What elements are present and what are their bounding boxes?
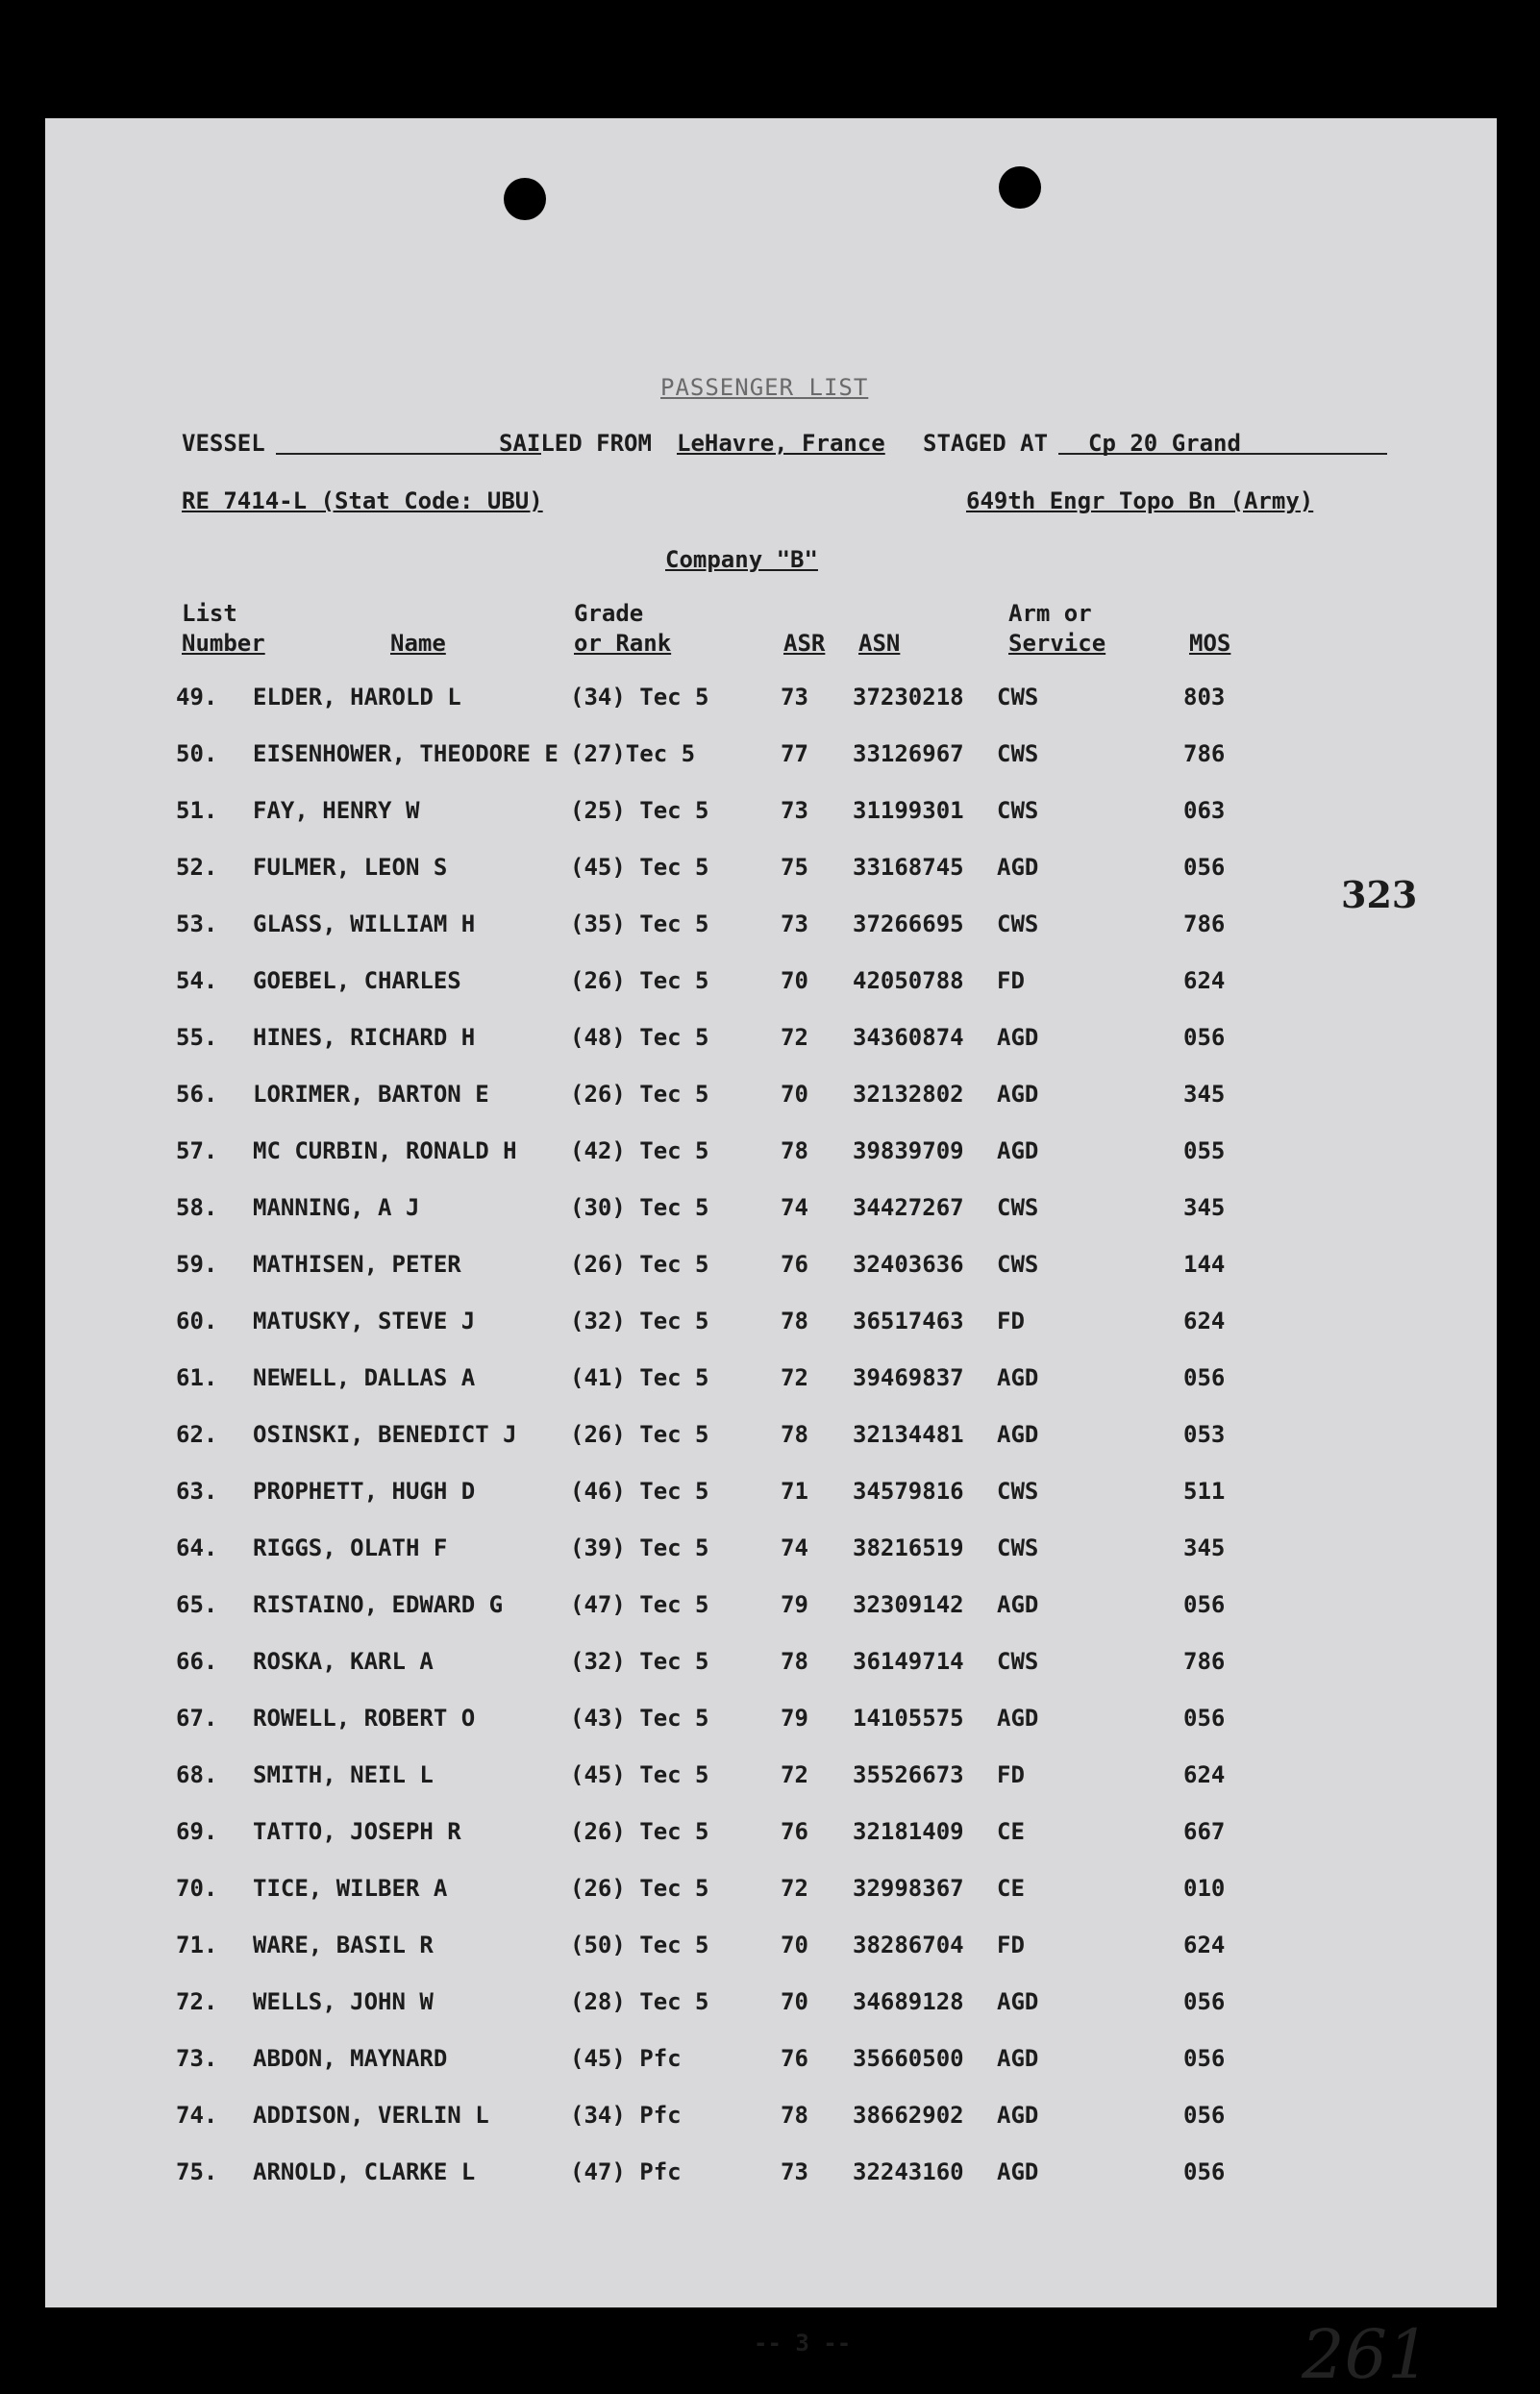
row-grade: (50) Tec 5 [570, 1932, 709, 1958]
row-asn: 32998367 [853, 1875, 964, 1902]
row-asn: 34579816 [853, 1478, 964, 1505]
row-arm: CWS [997, 1478, 1039, 1505]
staged-at-label: STAGED AT [923, 430, 1049, 457]
row-number: 63. [176, 1478, 218, 1505]
table-row [45, 2045, 1497, 2083]
row-asr: 77 [781, 740, 808, 767]
row-asn: 36517463 [853, 1308, 964, 1334]
col-grade-line2: or Rank [574, 630, 672, 657]
table-row [45, 1705, 1497, 1743]
table-row [45, 1534, 1497, 1573]
row-name: FAY, HENRY W [253, 797, 420, 824]
row-name: HINES, RICHARD H [253, 1024, 476, 1051]
row-number: 71. [176, 1932, 218, 1958]
page-number: -- 3 -- [754, 2330, 852, 2357]
row-arm: CWS [997, 1534, 1039, 1561]
row-name: WARE, BASIL R [253, 1932, 434, 1958]
row-mos: 511 [1183, 1478, 1226, 1505]
row-asn: 33168745 [853, 854, 964, 881]
row-arm: AGD [997, 2045, 1039, 2072]
row-grade: (26) Tec 5 [570, 1875, 709, 1902]
row-asn: 32132802 [853, 1081, 964, 1108]
row-name: LORIMER, BARTON E [253, 1081, 489, 1108]
row-grade: (26) Tec 5 [570, 1251, 709, 1278]
row-name: ROSKA, KARL A [253, 1648, 434, 1675]
row-asr: 76 [781, 1818, 808, 1845]
sailed-from-label: SAILED FROM [499, 430, 652, 457]
row-mos: 056 [1183, 1988, 1226, 2015]
row-grade: (48) Tec 5 [570, 1024, 709, 1051]
row-asn: 37266695 [853, 910, 964, 937]
row-asn: 39839709 [853, 1137, 964, 1164]
table-row [45, 1137, 1497, 1176]
row-grade: (28) Tec 5 [570, 1988, 709, 2015]
table-row [45, 1364, 1497, 1403]
row-asr: 70 [781, 1988, 808, 2015]
row-grade: (32) Tec 5 [570, 1308, 709, 1334]
table-row [45, 797, 1497, 835]
row-asr: 72 [781, 1024, 808, 1051]
row-asn: 39469837 [853, 1364, 964, 1391]
row-name: MATUSKY, STEVE J [253, 1308, 476, 1334]
row-grade: (27)Tec 5 [570, 740, 696, 767]
table-row [45, 2102, 1497, 2140]
row-mos: 786 [1183, 1648, 1226, 1675]
row-grade: (26) Tec 5 [570, 1081, 709, 1108]
row-number: 65. [176, 1591, 218, 1618]
table-row [45, 1591, 1497, 1630]
row-mos: 053 [1183, 1421, 1226, 1448]
row-mos: 063 [1183, 797, 1226, 824]
col-mos: MOS [1189, 630, 1231, 657]
row-grade: (39) Tec 5 [570, 1534, 709, 1561]
row-asr: 72 [781, 1761, 808, 1788]
row-asn: 38662902 [853, 2102, 964, 2129]
row-number: 51. [176, 797, 218, 824]
row-asn: 32403636 [853, 1251, 964, 1278]
row-name: ROWELL, ROBERT O [253, 1705, 476, 1732]
document-page [45, 118, 1497, 2394]
row-asn: 36149714 [853, 1648, 964, 1675]
row-mos: 345 [1183, 1081, 1226, 1108]
stamp-number: 323 [1341, 873, 1418, 916]
row-asr: 70 [781, 1081, 808, 1108]
row-number: 60. [176, 1308, 218, 1334]
row-asn: 35526673 [853, 1761, 964, 1788]
staged-at-value: Cp 20 Grand [1088, 430, 1241, 457]
row-number: 57. [176, 1137, 218, 1164]
row-asr: 76 [781, 1251, 808, 1278]
table-row [45, 1081, 1497, 1119]
row-grade: (34) Pfc [570, 2102, 682, 2129]
row-arm: CWS [997, 740, 1039, 767]
row-grade: (34) Tec 5 [570, 684, 709, 711]
table-row [45, 1648, 1497, 1686]
row-asr: 73 [781, 2158, 808, 2185]
row-asr: 73 [781, 684, 808, 711]
table-row [45, 1761, 1497, 1800]
row-arm: AGD [997, 1421, 1039, 1448]
row-asr: 75 [781, 854, 808, 881]
table-row [45, 1308, 1497, 1346]
col-arm-line2: Service [1008, 630, 1106, 657]
stat-code-line: RE 7414-L (Stat Code: UBU) [182, 487, 543, 514]
row-number: 56. [176, 1081, 218, 1108]
row-grade: (26) Tec 5 [570, 967, 709, 994]
row-asn: 42050788 [853, 967, 964, 994]
row-grade: (43) Tec 5 [570, 1705, 709, 1732]
punch-hole-right [999, 166, 1041, 209]
row-number: 61. [176, 1364, 218, 1391]
table-row [45, 1421, 1497, 1459]
table-row [45, 854, 1497, 892]
row-grade: (47) Tec 5 [570, 1591, 709, 1618]
row-asn: 34427267 [853, 1194, 964, 1221]
row-number: 49. [176, 684, 218, 711]
row-mos: 055 [1183, 1137, 1226, 1164]
row-asn: 34360874 [853, 1024, 964, 1051]
row-asr: 78 [781, 1308, 808, 1334]
row-name: EISENHOWER, THEODORE E [253, 740, 559, 767]
row-number: 53. [176, 910, 218, 937]
col-grade-line1: Grade [574, 600, 644, 627]
row-number: 64. [176, 1534, 218, 1561]
row-arm: FD [997, 1761, 1025, 1788]
row-arm: AGD [997, 1705, 1039, 1732]
row-asr: 78 [781, 2102, 808, 2129]
row-mos: 786 [1183, 910, 1226, 937]
document-title: PASSENGER LIST [660, 374, 869, 401]
row-arm: AGD [997, 2158, 1039, 2185]
row-arm: AGD [997, 1081, 1039, 1108]
row-mos: 056 [1183, 1705, 1226, 1732]
row-arm: AGD [997, 1364, 1039, 1391]
row-name: ABDON, MAYNARD [253, 2045, 448, 2072]
row-grade: (25) Tec 5 [570, 797, 709, 824]
row-arm: CWS [997, 1251, 1039, 1278]
row-name: NEWELL, DALLAS A [253, 1364, 476, 1391]
row-arm: CWS [997, 1194, 1039, 1221]
table-row [45, 967, 1497, 1006]
row-number: 66. [176, 1648, 218, 1675]
row-asn: 14105575 [853, 1705, 964, 1732]
row-mos: 624 [1183, 1308, 1226, 1334]
row-mos: 624 [1183, 1761, 1226, 1788]
row-mos: 056 [1183, 2102, 1226, 2129]
row-grade: (45) Tec 5 [570, 854, 709, 881]
table-row [45, 684, 1497, 722]
row-name: RISTAINO, EDWARD G [253, 1591, 504, 1618]
col-arm-service [1008, 599, 1105, 659]
unit-name: 649th Engr Topo Bn (Army) [966, 487, 1314, 514]
row-asr: 72 [781, 1875, 808, 1902]
row-name: ARNOLD, CLARKE L [253, 2158, 476, 2185]
row-mos: 624 [1183, 967, 1226, 994]
row-mos: 056 [1183, 1364, 1226, 1391]
col-asr: ASR [783, 630, 826, 657]
table-row [45, 910, 1497, 949]
row-asn: 35660500 [853, 2045, 964, 2072]
row-name: WELLS, JOHN W [253, 1988, 434, 2015]
row-arm: FD [997, 1932, 1025, 1958]
row-asn: 37230218 [853, 684, 964, 711]
table-row [45, 740, 1497, 779]
row-name: ELDER, HAROLD L [253, 684, 461, 711]
row-name: TATTO, JOSEPH R [253, 1818, 461, 1845]
row-mos: 056 [1183, 1591, 1226, 1618]
row-asr: 73 [781, 797, 808, 824]
row-grade: (42) Tec 5 [570, 1137, 709, 1164]
row-asr: 70 [781, 967, 808, 994]
table-row [45, 1478, 1497, 1516]
row-number: 67. [176, 1705, 218, 1732]
row-name: MATHISEN, PETER [253, 1251, 461, 1278]
row-number: 52. [176, 854, 218, 881]
row-mos: 345 [1183, 1194, 1226, 1221]
row-arm: CWS [997, 910, 1039, 937]
row-mos: 144 [1183, 1251, 1226, 1278]
row-arm: AGD [997, 2102, 1039, 2129]
col-asn: ASN [858, 630, 901, 657]
row-arm: AGD [997, 1024, 1039, 1051]
row-asn: 33126967 [853, 740, 964, 767]
vessel-label: VESSEL [182, 430, 265, 457]
row-arm: CWS [997, 1648, 1039, 1675]
table-row [45, 1875, 1497, 1913]
row-asr: 72 [781, 1364, 808, 1391]
row-asr: 71 [781, 1478, 808, 1505]
row-number: 50. [176, 740, 218, 767]
table-row [45, 1024, 1497, 1062]
row-number: 73. [176, 2045, 218, 2072]
row-mos: 803 [1183, 684, 1226, 711]
row-number: 69. [176, 1818, 218, 1845]
row-number: 62. [176, 1421, 218, 1448]
col-grade [574, 599, 671, 659]
row-grade: (45) Pfc [570, 2045, 682, 2072]
row-asr: 79 [781, 1705, 808, 1732]
row-mos: 056 [1183, 854, 1226, 881]
row-mos: 667 [1183, 1818, 1226, 1845]
row-number: 70. [176, 1875, 218, 1902]
row-arm: CE [997, 1875, 1025, 1902]
col-list-number-line2: Number [182, 630, 265, 657]
col-name: Name [390, 630, 446, 657]
row-number: 54. [176, 967, 218, 994]
row-asn: 38216519 [853, 1534, 964, 1561]
row-number: 58. [176, 1194, 218, 1221]
row-asr: 74 [781, 1194, 808, 1221]
row-name: MC CURBIN, RONALD H [253, 1137, 517, 1164]
row-arm: CWS [997, 684, 1039, 711]
table-row [45, 1988, 1497, 2027]
col-arm-line1: Arm or [1008, 600, 1092, 627]
row-grade: (41) Tec 5 [570, 1364, 709, 1391]
row-asn: 31199301 [853, 797, 964, 824]
row-grade: (47) Pfc [570, 2158, 682, 2185]
row-asr: 74 [781, 1534, 808, 1561]
row-name: OSINSKI, BENEDICT J [253, 1421, 517, 1448]
row-grade: (30) Tec 5 [570, 1194, 709, 1221]
row-mos: 056 [1183, 2045, 1226, 2072]
row-name: SMITH, NEIL L [253, 1761, 434, 1788]
row-name: GLASS, WILLIAM H [253, 910, 476, 937]
row-asr: 73 [781, 910, 808, 937]
row-grade: (26) Tec 5 [570, 1818, 709, 1845]
row-asn: 32243160 [853, 2158, 964, 2185]
row-grade: (32) Tec 5 [570, 1648, 709, 1675]
table-row [45, 1932, 1497, 1970]
row-mos: 624 [1183, 1932, 1226, 1958]
row-mos: 786 [1183, 740, 1226, 767]
row-name: TICE, WILBER A [253, 1875, 448, 1902]
row-asn: 32309142 [853, 1591, 964, 1618]
row-mos: 056 [1183, 2158, 1226, 2185]
row-number: 59. [176, 1251, 218, 1278]
sailed-from-value: LeHavre, France [677, 430, 885, 457]
row-asn: 34689128 [853, 1988, 964, 2015]
row-asn: 32134481 [853, 1421, 964, 1448]
row-grade: (46) Tec 5 [570, 1478, 709, 1505]
row-name: PROPHETT, HUGH D [253, 1478, 476, 1505]
row-asr: 76 [781, 2045, 808, 2072]
row-asn: 32181409 [853, 1818, 964, 1845]
row-arm: CWS [997, 797, 1039, 824]
row-asn: 38286704 [853, 1932, 964, 1958]
row-number: 55. [176, 1024, 218, 1051]
table-row [45, 2158, 1497, 2197]
col-list-number [182, 599, 265, 659]
row-number: 75. [176, 2158, 218, 2185]
row-name: RIGGS, OLATH F [253, 1534, 448, 1561]
row-arm: FD [997, 967, 1025, 994]
row-grade: (45) Tec 5 [570, 1761, 709, 1788]
row-arm: CE [997, 1818, 1025, 1845]
row-number: 74. [176, 2102, 218, 2129]
company-heading: Company "B" [665, 546, 818, 573]
row-arm: AGD [997, 1988, 1039, 2015]
row-name: MANNING, A J [253, 1194, 420, 1221]
punch-hole-left [504, 178, 546, 220]
row-mos: 345 [1183, 1534, 1226, 1561]
row-mos: 010 [1183, 1875, 1226, 1902]
row-grade: (35) Tec 5 [570, 910, 709, 937]
row-number: 72. [176, 1988, 218, 2015]
row-arm: AGD [997, 854, 1039, 881]
table-row [45, 1818, 1497, 1857]
table-row [45, 1194, 1497, 1233]
row-asr: 78 [781, 1421, 808, 1448]
col-list-number-line1: List [182, 600, 237, 627]
row-name: ADDISON, VERLIN L [253, 2102, 489, 2129]
row-name: GOEBEL, CHARLES [253, 967, 461, 994]
row-arm: AGD [997, 1591, 1039, 1618]
row-asr: 78 [781, 1648, 808, 1675]
table-row [45, 1251, 1497, 1289]
handwritten-number: 261 [1302, 2315, 1430, 2394]
row-asr: 79 [781, 1591, 808, 1618]
row-asr: 70 [781, 1932, 808, 1958]
row-arm: FD [997, 1308, 1025, 1334]
row-mos: 056 [1183, 1024, 1226, 1051]
row-name: FULMER, LEON S [253, 854, 448, 881]
row-grade: (26) Tec 5 [570, 1421, 709, 1448]
row-asr: 78 [781, 1137, 808, 1164]
row-number: 68. [176, 1761, 218, 1788]
row-arm: AGD [997, 1137, 1039, 1164]
